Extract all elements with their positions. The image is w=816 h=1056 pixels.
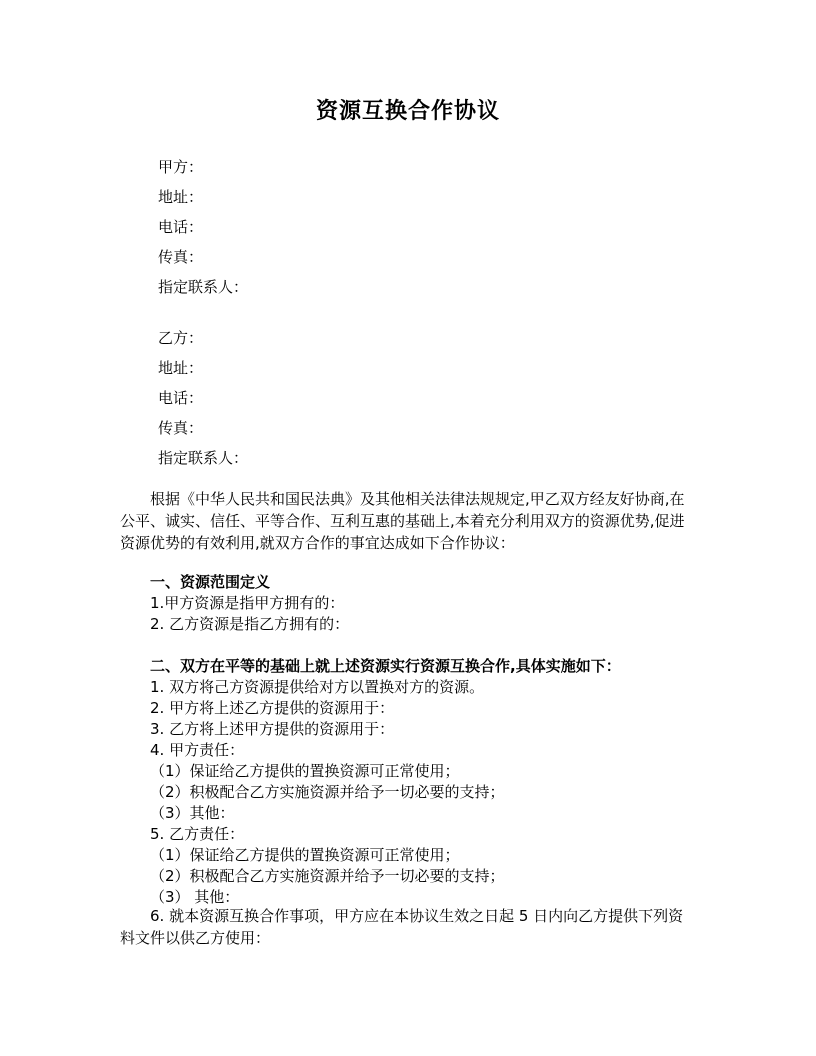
section-2-heading: 二、双方在平等的基础上就上述资源实行资源互换合作,具体实施如下： (150, 657, 621, 675)
section-1-item: 1.甲方资源是指甲方拥有的： (150, 594, 345, 612)
section-2-subitem: （1）保证给乙方提供的置换资源可正常使用； (150, 846, 460, 864)
section-2-item: 1. 双方将己方资源提供给对方以置换对方的资源。 (150, 678, 485, 696)
party-b-phone: 电话： (158, 389, 204, 407)
party-a-label: 甲方： (158, 158, 204, 176)
party-a-contact: 指定联系人： (158, 278, 249, 296)
section-2-subitem: （3）其他： (150, 804, 235, 822)
section-2-subitem: （2）积极配合乙方实施资源并给予一切必要的支持； (150, 867, 505, 885)
section-1-item: 2. 乙方资源是指乙方拥有的： (150, 615, 350, 633)
party-a-address: 地址： (158, 188, 204, 206)
section-2-subitem: （1）保证给乙方提供的置换资源可正常使用； (150, 762, 460, 780)
section-2-item: 5. 乙方责任： (150, 825, 245, 843)
section-2-item: 4. 甲方责任： (150, 741, 245, 759)
section-1-heading: 一、资源范围定义 (150, 573, 271, 591)
section-2-subitem: （2）积极配合乙方实施资源并给予一切必要的支持； (150, 783, 505, 801)
party-a-phone: 电话： (158, 218, 204, 236)
section-2-item-6: 6. 就本资源互换合作事项，甲方应在本协议生效之日起 5 日内向乙方提供下列资料文件以供乙方使用： (120, 907, 684, 947)
section-2-subitem: （3） 其他： (150, 888, 240, 906)
party-b-label: 乙方： (158, 329, 204, 347)
party-b-contact: 指定联系人： (158, 449, 249, 467)
preamble-paragraph: 根据《中华人民共和国民法典》及其他相关法律法规规定,甲乙双方经友好协商,在公平、诚实、信任、平等合作、互利互惠的基础上,本着充分利用双方的资源优势,促进资源优势的有效利用,就双方合作的事宜达成如下合作协议： (120, 490, 685, 552)
party-b-fax: 传真： (158, 419, 204, 437)
section-2-item: 2. 甲方将上述乙方提供的资源用于： (150, 699, 395, 717)
party-a-fax: 传真： (158, 248, 204, 266)
document-title: 资源互换合作协议 (315, 98, 500, 124)
section-2-item: 3. 乙方将上述甲方提供的资源用于： (150, 720, 395, 738)
party-b-address: 地址： (158, 359, 204, 377)
